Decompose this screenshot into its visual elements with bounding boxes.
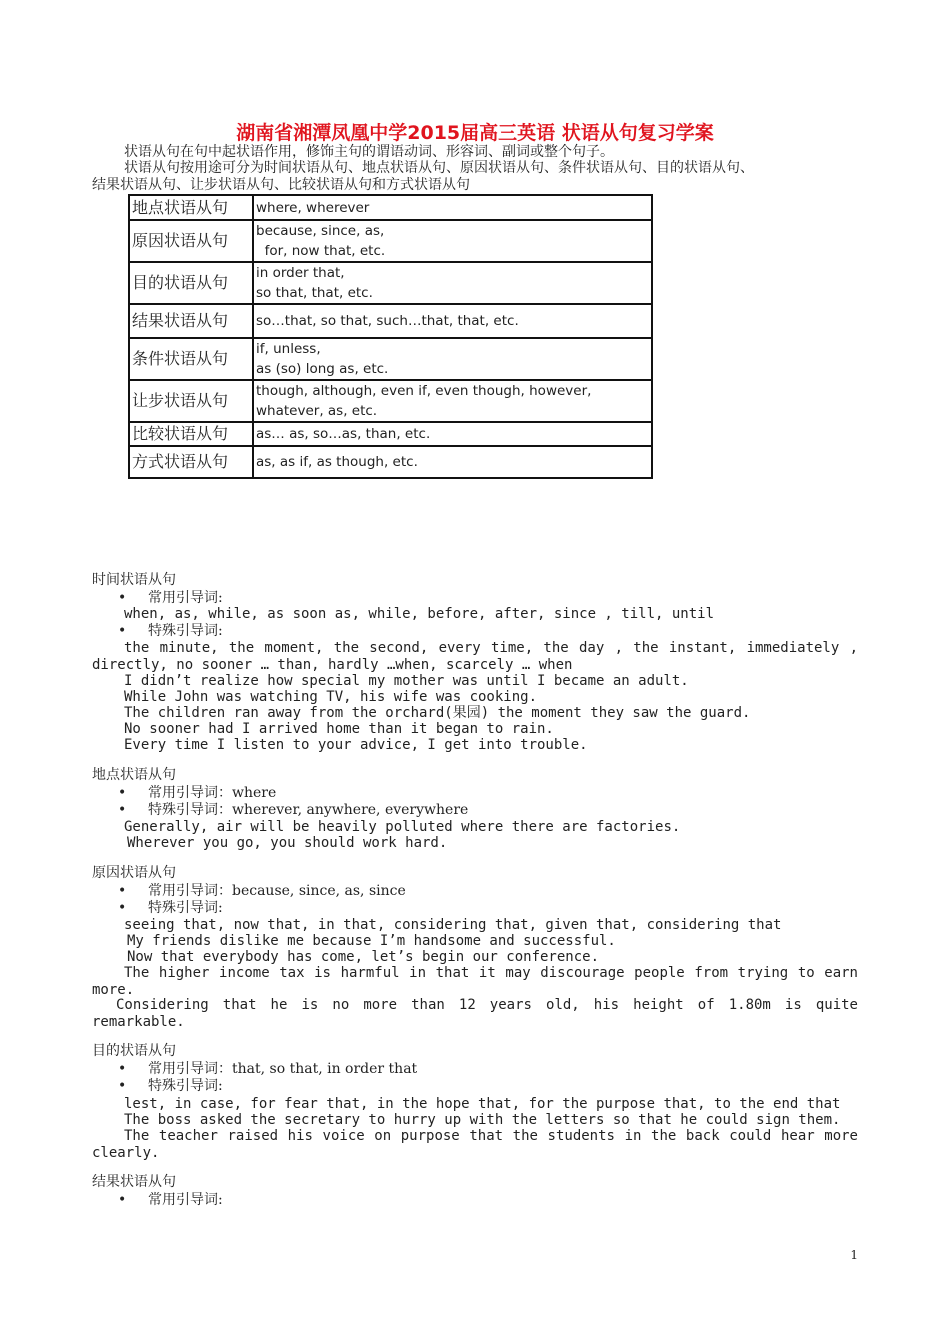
section-heading-time: 时间状语从句 xyxy=(92,572,176,588)
conjunction-cell: if, unless, as (so) long as, etc. xyxy=(253,338,652,380)
section-heading-purpose: 目的状语从句 xyxy=(92,1043,176,1059)
example-sentence: Every time I listen to your advice, I get into trouble. xyxy=(124,737,588,753)
common-words: 常用引导词：where xyxy=(148,785,277,801)
conjunction-cell: as, as if, as though, etc. xyxy=(253,446,652,478)
table-row xyxy=(129,220,652,262)
example-sentence: The boss asked the secretary to hurry up with the letters so that he could sign them. xyxy=(124,1112,841,1128)
common-words-label: 常用引导词: xyxy=(148,1192,223,1208)
clause-type-cell: 目的状语从句 xyxy=(129,262,253,304)
example-sentence: While John was watching TV, his wife was cooking. xyxy=(124,689,538,705)
table-row xyxy=(129,338,652,380)
table-row xyxy=(129,446,652,478)
special-words: seeing that, now that, in that, considering that, given that, considering that xyxy=(124,917,782,933)
conjunction-cell: as… as, so…as, than, etc. xyxy=(253,422,652,446)
example-sentence: The teacher raised his voice on purpose that the students in the back could hear more xyxy=(124,1128,858,1144)
special-words: the minute, the moment, the second, every time, the day , the instant, immediately , xyxy=(124,640,858,656)
bullet-icon: • xyxy=(118,1061,127,1077)
bullet-icon: • xyxy=(118,1078,127,1094)
clause-type-cell: 让步状语从句 xyxy=(129,380,253,422)
section-heading-result: 结果状语从句 xyxy=(92,1174,176,1190)
table-row xyxy=(129,380,652,422)
example-sentence: My friends dislike me because I’m handsome and successful. xyxy=(127,933,616,949)
special-words: lest, in case, for fear that, in the hope that, for the purpose that, to the end that xyxy=(124,1096,841,1112)
bullet-icon: • xyxy=(118,785,127,801)
clause-type-cell: 条件状语从句 xyxy=(129,338,253,380)
table-row xyxy=(129,422,652,446)
clause-type-table xyxy=(128,194,653,479)
bullet-icon: • xyxy=(118,590,127,606)
intro-line-2: 状语从句按用途可分为时间状语从句、地点状语从句、原因状语从句、条件状语从句、目的状语从句、 xyxy=(124,160,754,176)
example-sentence-cont: more. xyxy=(92,982,135,998)
section-heading-place: 地点状语从句 xyxy=(92,767,176,783)
bullet-icon: • xyxy=(118,802,127,818)
clause-type-cell: 方式状语从句 xyxy=(129,446,253,478)
special-words-cont: directly, no sooner … than, hardly …when, scarcely … when xyxy=(92,657,573,673)
conjunction-cell: in order that, so that, that, etc. xyxy=(253,262,652,304)
example-sentence: Generally, air will be heavily polluted where there are factories. xyxy=(124,819,681,835)
clause-type-cell: 地点状语从句 xyxy=(129,195,253,220)
conjunction-cell: where, wherever xyxy=(253,195,652,220)
conjunction-cell: because, since, as, for, now that, etc. xyxy=(253,220,652,262)
bullet-icon: • xyxy=(118,900,127,916)
example-sentence-cont: remarkable. xyxy=(92,1014,185,1030)
bullet-icon: • xyxy=(118,883,127,899)
common-words: 常用引导词：because, since, as, since xyxy=(148,883,406,899)
example-sentence: No sooner had I arrived home than it began to rain. xyxy=(124,721,554,737)
bullet-icon: • xyxy=(118,1192,127,1208)
example-sentence: Now that everybody has come, let’s begin our conference. xyxy=(127,949,600,965)
intro-line-3: 结果状语从句、让步状语从句、比较状语从句和方式状语从句 xyxy=(92,177,470,193)
clause-type-cell: 结果状语从句 xyxy=(129,304,253,338)
common-words: 常用引导词：that, so that, in order that xyxy=(148,1061,418,1077)
intro-line-1: 状语从句在句中起状语作用，修饰主句的谓语动词、形容词、副词或整个句子。 xyxy=(124,144,614,160)
table-row xyxy=(129,262,652,304)
page-number: 1 xyxy=(850,1248,858,1262)
conjunction-cell: so…that, so that, such…that, that, etc. xyxy=(253,304,652,338)
special-words-label: 特殊引导词: xyxy=(148,1078,223,1094)
conjunction-cell: though, although, even if, even though, however, whatever, as, etc. xyxy=(253,380,652,422)
clause-type-cell: 比较状语从句 xyxy=(129,422,253,446)
bullet-icon: • xyxy=(118,623,127,639)
example-sentence: I didn’t realize how special my mother was until I became an adult. xyxy=(124,673,689,689)
special-words-label: 特殊引导词: xyxy=(148,900,223,916)
page-title: 湖南省湘潭凤凰中学2015届高三英语 状语从句复习学案 xyxy=(236,122,714,144)
example-sentence: The children ran away from the orchard(果园) the moment they saw the guard. xyxy=(124,705,751,721)
example-sentence: The higher income tax is harmful in that it may discourage people from trying to earn xyxy=(124,965,858,981)
table-row xyxy=(129,195,652,220)
common-words: when, as, while, as soon as, while, before, after, since , till, until xyxy=(124,606,715,622)
example-sentence: Considering that he is no more than 12 years old, his height of 1.80m is quite xyxy=(116,997,858,1013)
example-sentence: Wherever you go, you should work hard. xyxy=(127,835,448,851)
special-words-label: 特殊引导词: xyxy=(148,623,223,639)
common-words-label: 常用引导词: xyxy=(148,590,223,606)
section-heading-reason: 原因状语从句 xyxy=(92,865,176,881)
table-row xyxy=(129,304,652,338)
special-words: 特殊引导词：wherever, anywhere, everywhere xyxy=(148,802,469,818)
clause-type-cell: 原因状语从句 xyxy=(129,220,253,262)
example-sentence-cont: clearly. xyxy=(92,1145,160,1161)
